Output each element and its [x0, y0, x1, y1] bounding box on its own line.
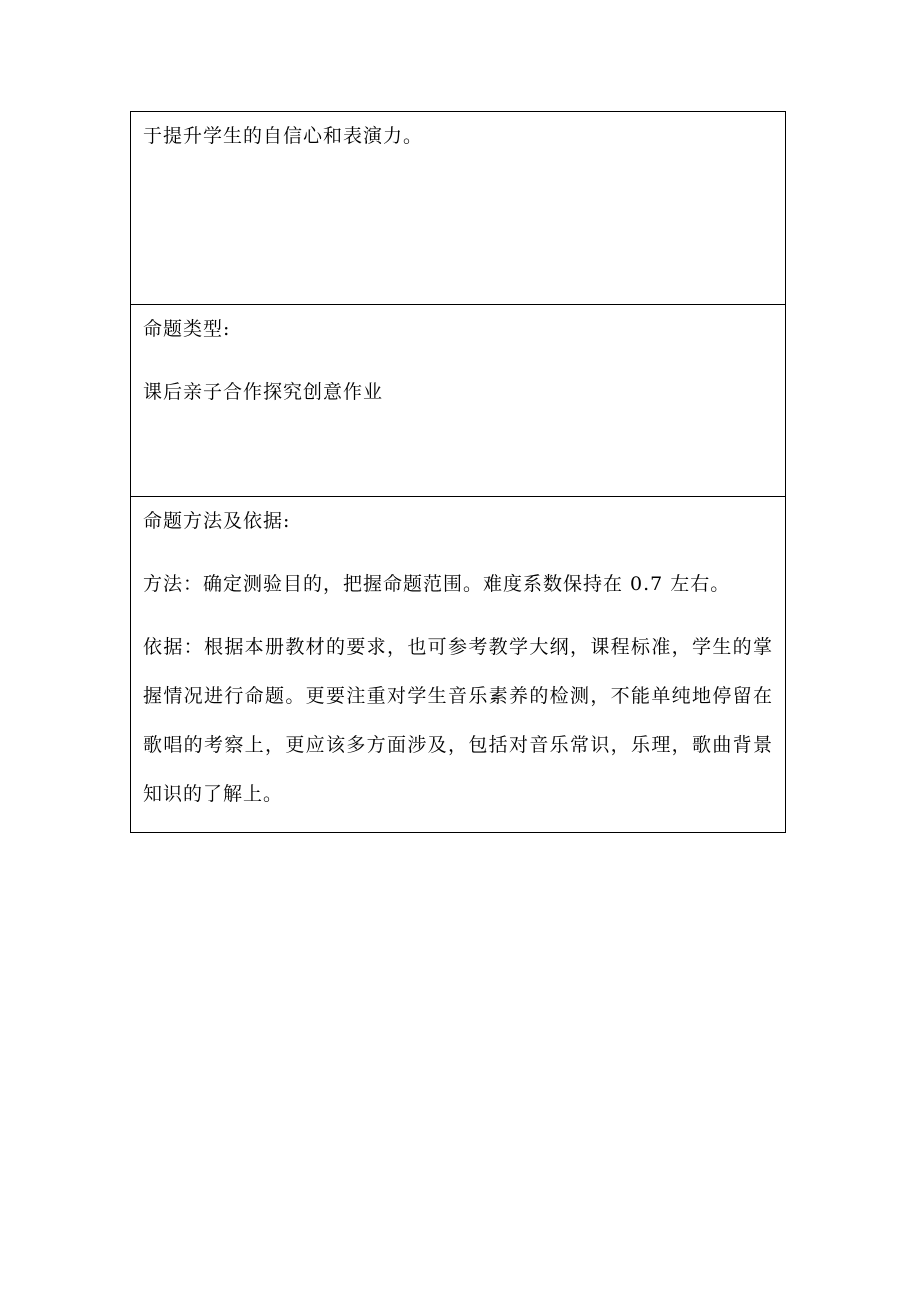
method-text: 方法：确定测验目的，把握命题范围。难度系数保持在 0.7 左右。: [143, 573, 731, 595]
table-cell: [131, 305, 786, 497]
basis-text: 依据：根据本册教材的要求，也可参考教学大纲，课程标准，学生的掌握情况进行命题。更要注重对学生音乐素养的检测，不能单纯地停留在歌唱的考察上，更应该多方面涉及，包括对音乐常识，乐理，歌曲背景知识的了解上。: [143, 636, 773, 805]
continuation-text: 于提升学生的自信心和表演力。: [143, 125, 424, 147]
assignment-type-text: 课后亲子合作探究创意作业: [143, 381, 384, 403]
table-cell: [131, 112, 786, 305]
table-row: [131, 112, 786, 305]
assignment-table: [130, 111, 786, 833]
table-row: [131, 497, 786, 833]
section-label-type: 命题类型:: [143, 318, 231, 340]
section-label-method: 命题方法及依据:: [143, 510, 291, 532]
table-cell: [131, 497, 786, 833]
table-row: [131, 305, 786, 497]
